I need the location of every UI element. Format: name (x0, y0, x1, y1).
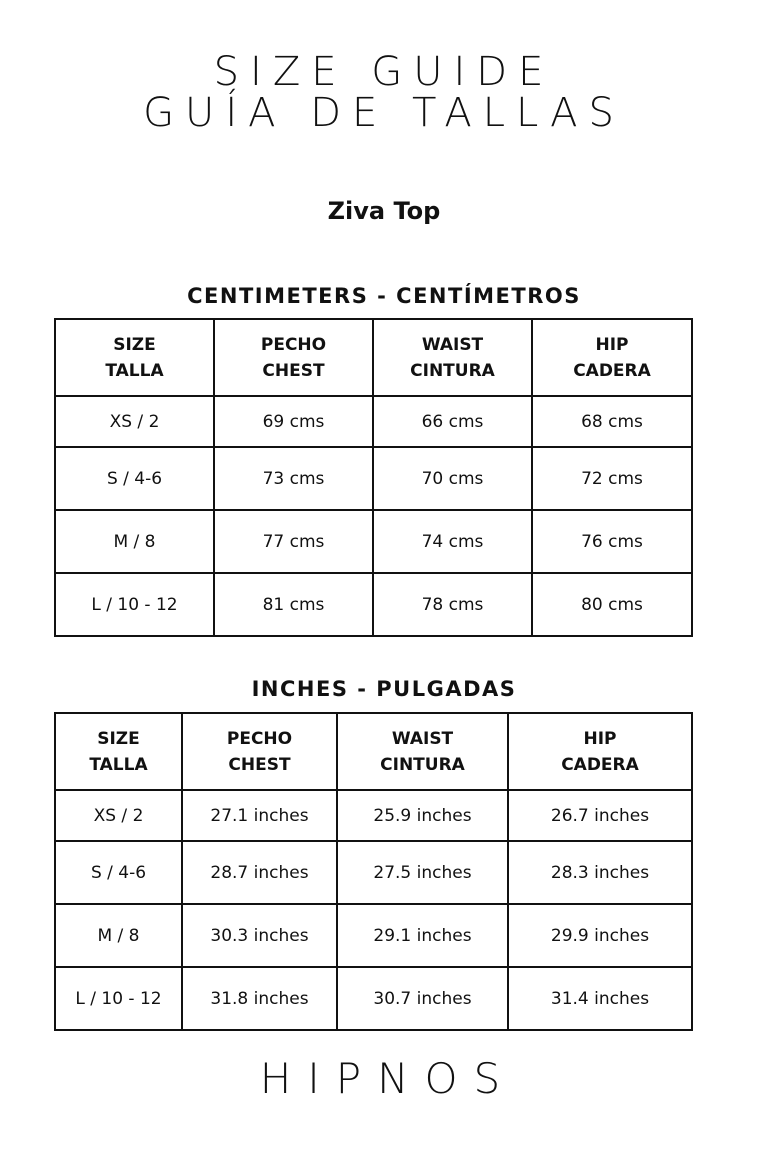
header-hip: HIP CADERA (532, 319, 692, 396)
cell-hip: 72 cms (532, 447, 692, 510)
title-spanish: GUÍA DE TALLAS (143, 90, 625, 136)
cell-size: S / 4-6 (55, 447, 214, 510)
table-row (55, 510, 692, 573)
cell-chest: 28.7 inches (182, 841, 337, 904)
cell-waist: 29.1 inches (337, 904, 508, 967)
cell-chest: 81 cms (214, 573, 373, 636)
centimeters-heading: CENTIMETERS - CENTÍMETROS (187, 284, 581, 308)
cell-size: M / 8 (55, 510, 214, 573)
table-header-row (55, 319, 692, 396)
cell-waist: 78 cms (373, 573, 532, 636)
cell-waist: 66 cms (373, 396, 532, 447)
cell-chest: 30.3 inches (182, 904, 337, 967)
cell-size: XS / 2 (55, 396, 214, 447)
cell-size: XS / 2 (55, 790, 182, 841)
cell-waist: 74 cms (373, 510, 532, 573)
table-row (55, 790, 692, 841)
brand-logo: HIPNOS (259, 1054, 517, 1103)
cell-chest: 77 cms (214, 510, 373, 573)
table-row (55, 904, 692, 967)
table-header-row (55, 713, 692, 790)
table-row (55, 841, 692, 904)
cell-chest: 31.8 inches (182, 967, 337, 1030)
header-size: SIZE TALLA (55, 713, 182, 790)
cell-hip: 68 cms (532, 396, 692, 447)
header-waist: WAIST CINTURA (337, 713, 508, 790)
cell-size: M / 8 (55, 904, 182, 967)
cell-hip: 80 cms (532, 573, 692, 636)
table-row (55, 396, 692, 447)
cell-size: S / 4-6 (55, 841, 182, 904)
header-chest: PECHO CHEST (214, 319, 373, 396)
header-size: SIZE TALLA (55, 319, 214, 396)
cell-size: L / 10 - 12 (55, 967, 182, 1030)
cell-waist: 70 cms (373, 447, 532, 510)
table-row (55, 447, 692, 510)
header-hip: HIP CADERA (508, 713, 692, 790)
product-name: Ziva Top (327, 197, 441, 225)
cell-waist: 25.9 inches (337, 790, 508, 841)
centimeters-table (54, 318, 693, 637)
table-row (55, 573, 692, 636)
inches-heading: INCHES - PULGADAS (251, 677, 517, 701)
cell-hip: 26.7 inches (508, 790, 692, 841)
table-row (55, 967, 692, 1030)
cell-hip: 29.9 inches (508, 904, 692, 967)
header-chest: PECHO CHEST (182, 713, 337, 790)
cell-chest: 69 cms (214, 396, 373, 447)
cell-size: L / 10 - 12 (55, 573, 214, 636)
title-english: SIZE GUIDE (213, 49, 555, 95)
cell-waist: 30.7 inches (337, 967, 508, 1030)
cell-chest: 27.1 inches (182, 790, 337, 841)
cell-hip: 31.4 inches (508, 967, 692, 1030)
header-waist: WAIST CINTURA (373, 319, 532, 396)
inches-table (54, 712, 693, 1031)
cell-chest: 73 cms (214, 447, 373, 510)
cell-waist: 27.5 inches (337, 841, 508, 904)
cell-hip: 76 cms (532, 510, 692, 573)
cell-hip: 28.3 inches (508, 841, 692, 904)
